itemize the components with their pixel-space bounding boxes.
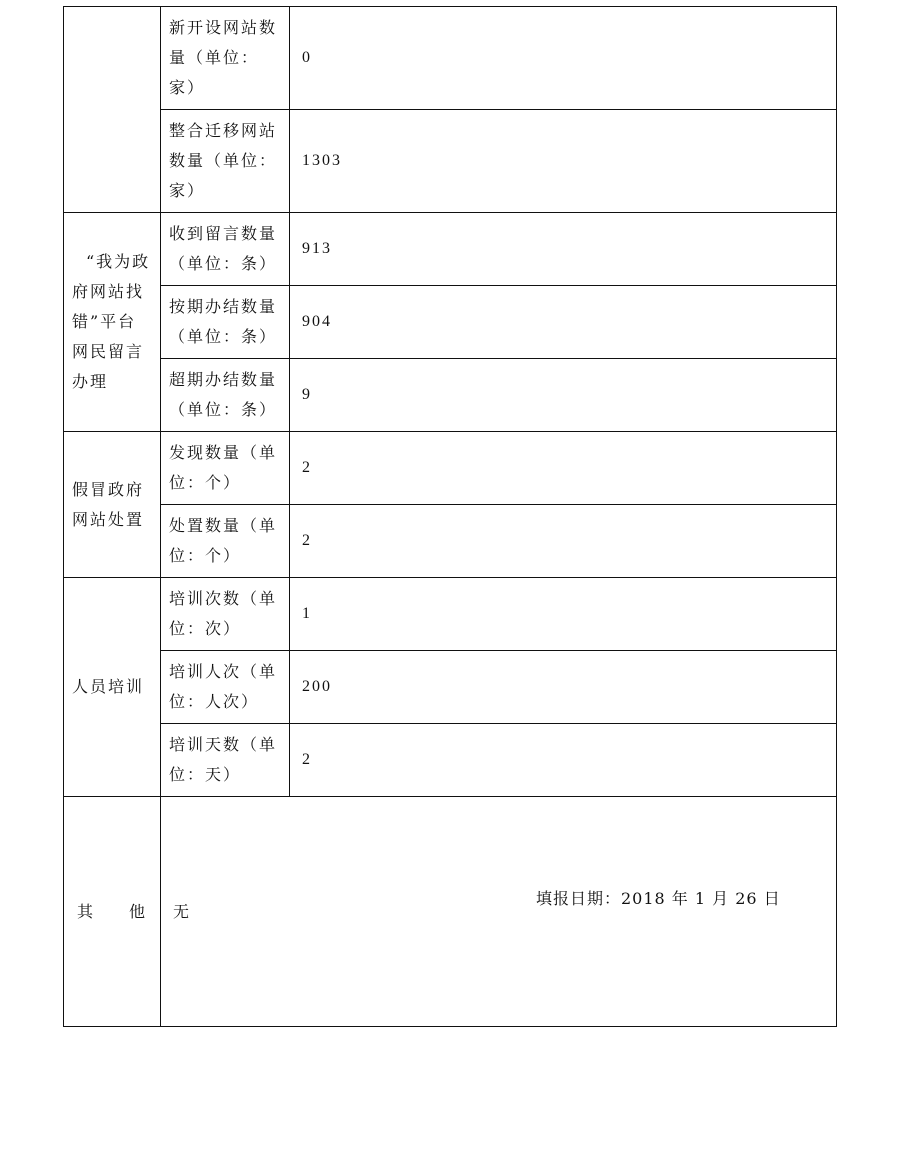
table-row-training-days: [64, 724, 837, 797]
table-row-other: [64, 797, 837, 1027]
report-table: [63, 6, 837, 1027]
item-label-training-sessions: 培训次数（单位：次）: [161, 578, 290, 651]
value-fake-handled: 2: [290, 505, 837, 578]
category-label-message-platform: “我为政府网站找错”平台网民留言办理: [72, 252, 151, 391]
table-row-training-people: [64, 651, 837, 724]
table-row-messages-on-time: [64, 286, 837, 359]
value-training-people: 200: [290, 651, 837, 724]
table-row-messages-overdue: [64, 359, 837, 432]
table-row-fake-found: [64, 432, 837, 505]
category-cell-continued: [64, 7, 161, 213]
category-training: 人员培训: [64, 578, 161, 797]
value-other: 无: [161, 797, 837, 1027]
table-row-migrated-sites: [64, 110, 837, 213]
value-messages-received: 913: [290, 213, 837, 286]
item-label-fake-found: 发现数量（单位：个）: [161, 432, 290, 505]
table-row-messages-received: [64, 213, 837, 286]
item-label-training-days: 培训天数（单位：天）: [161, 724, 290, 797]
value-training-sessions: 1: [290, 578, 837, 651]
value-fake-found: 2: [290, 432, 837, 505]
item-label-messages-received: 收到留言数量（单位：条）: [161, 213, 290, 286]
table-row-fake-handled: [64, 505, 837, 578]
item-label-new-sites: 新开设网站数量（单位：家）: [161, 7, 290, 110]
value-messages-overdue: 9: [290, 359, 837, 432]
table-row-training-sessions: [64, 578, 837, 651]
category-label-other: 其他: [77, 901, 147, 921]
value-training-days: 2: [290, 724, 837, 797]
fill-date: 填报日期：2018 年 1 月 26 日: [536, 889, 781, 908]
table-row-new-sites: [64, 7, 837, 110]
value-migrated-sites: 1303: [290, 110, 837, 213]
value-messages-on-time: 904: [290, 286, 837, 359]
category-other: [64, 797, 161, 1027]
item-label-messages-overdue: 超期办结数量（单位：条）: [161, 359, 290, 432]
item-label-migrated-sites: 整合迁移网站数量（单位：家）: [161, 110, 290, 213]
category-message-platform: [64, 213, 161, 432]
item-label-fake-handled: 处置数量（单位：个）: [161, 505, 290, 578]
item-label-messages-on-time: 按期办结数量（单位：条）: [161, 286, 290, 359]
value-new-sites: 0: [290, 7, 837, 110]
item-label-training-people: 培训人次（单位：人次）: [161, 651, 290, 724]
category-fake-sites: 假冒政府网站处置: [64, 432, 161, 578]
